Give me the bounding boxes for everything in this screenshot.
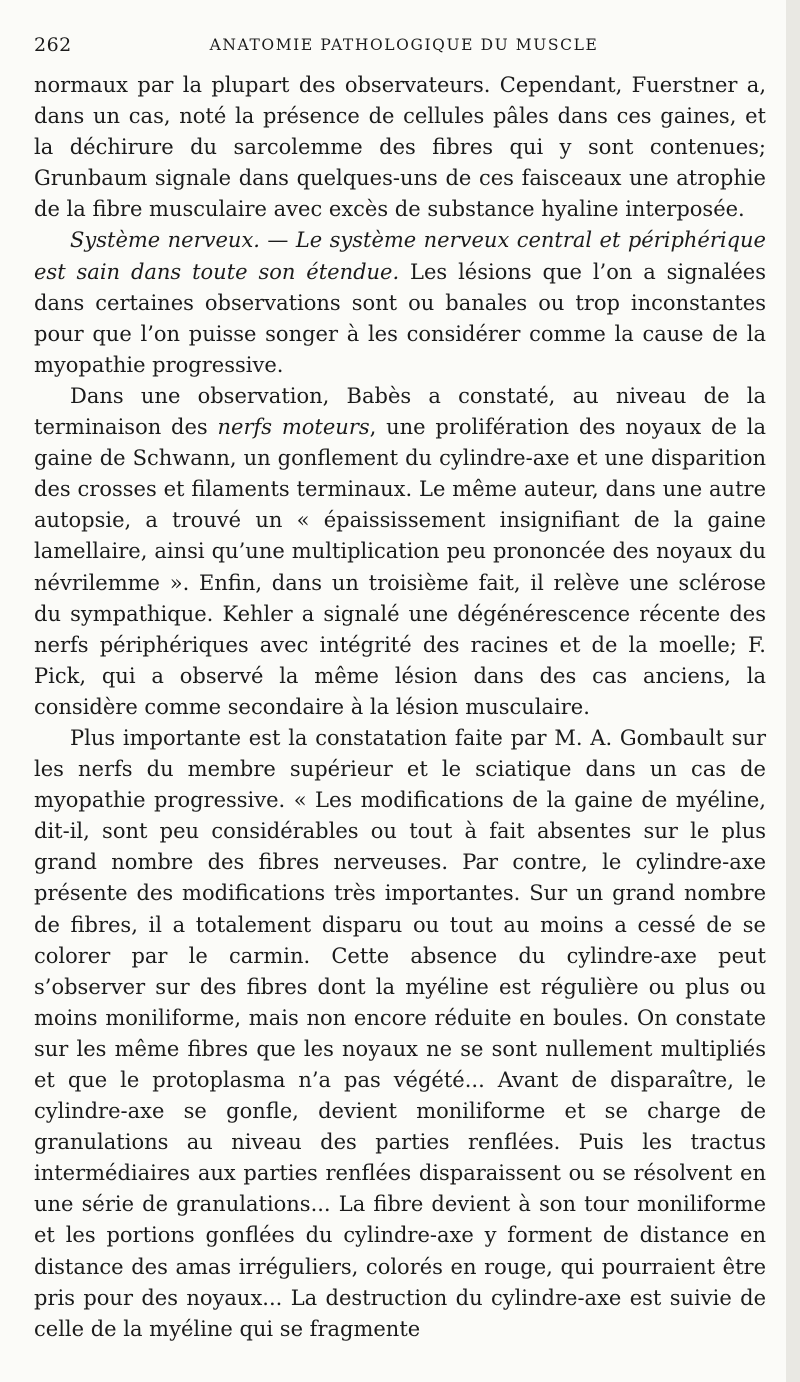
page-number: 262 [34,34,72,56]
paragraph-1 [34,70,766,225]
heading-dash: — [259,228,296,253]
paragraph-2-italic-statement: Le système nerveux central et périphérique est sain dans toute son étendue. [34,228,766,284]
paragraph-4 [34,723,766,1345]
body-text [34,70,766,1345]
paragraph-3-text-end: , une prolifération des noyaux de la gaine de Schwann, un gonflement du cylindre-axe et une disparition des crosses et filaments terminaux. Le même auteur, dans une autre autopsie, a trouvé un « épaississement insignifiant de la gaine lamellaire, ainsi qu’une multiplication peu prononcée des noyaux du névrilemme ». Enfin, dans un troisième fait, il relève une sclérose du sympathique. Kehler a signalé une dégénérescence récente des nerfs périphériques avec intégrité des racines et de la moelle; F. Pick, qui a observé la même lésion dans des cas anciens, la considère comme secondaire à la lésion musculaire. [34,415,766,719]
paragraph-2 [34,225,766,380]
paragraph-1-text: normaux par la plupart des observateurs. Cependant, Fuerstner a, dans un cas, noté la présence de cellules pâles dans ces gaines, et la déchirure du sarcolemme des fibres qui y sont contenues; Grunbaum signale dans quelques-uns de ces faisceaux une atrophie de la fibre musculaire avec excès de substance hyaline interposée. [34,73,766,222]
page-header [34,34,774,60]
section-heading-systeme-nerveux: Système nerveux. [70,228,260,253]
paragraph-3-text-start: Dans une observation, Babès a constaté, au niveau de la terminaison des [34,383,766,440]
paragraph-3 [34,381,766,723]
paragraph-4-text: Plus importante est la constatation faite par M. A. Gombault sur les nerfs du membre supérieur et le sciatique dans un cas de myopathie progressive. « Les modifications de la gaine de myéline, dit-il, sont peu considérables ou tout à fait absentes sur le plus grand nombre des fibres nerveuses. Par contre, le cylindre-axe présente des modifications très importantes. Sur un grand nombre de fibres, il a totalement disparu ou tout au moins a cessé de se colorer par le carmin. Cette absence du cylindre-axe peut s’observer sur des fibres dont la myéline est régulière ou plus ou moins moniliforme, mais non encore réduite en boules. On constate sur les même fibres que les noyaux ne se sont nullement multipliés et que le protoplasma n’a pas végété... Avant de disparaître, le cylindre-axe se gonfle, devient moniliforme et se charge de granulations au niveau des parties renflées. Puis les tractus intermédiaires aux parties renflées disparaissent ou se résolvent en une série de granulations... La fibre devient à son tour moniliforme et les portions gonflées du cylindre-axe y forment de distance en distance des amas irréguliers, colorés en rouge, qui pourraient être pris pour des noyaux... La destruction du cylindre-axe est suivie de celle de la myéline qui se fragmente [34,725,766,1341]
running-title: ANATOMIE PATHOLOGIQUE DU MUSCLE [209,36,599,54]
paragraph-3-italic-term: nerfs moteurs [217,415,370,440]
paragraph-2-text: Les lésions que l’on a signalées dans certaines observations sont ou banales ou trop inconstantes pour que l’on puisse songer à les considérer comme la cause de la myopathie progressive. [34,259,766,377]
